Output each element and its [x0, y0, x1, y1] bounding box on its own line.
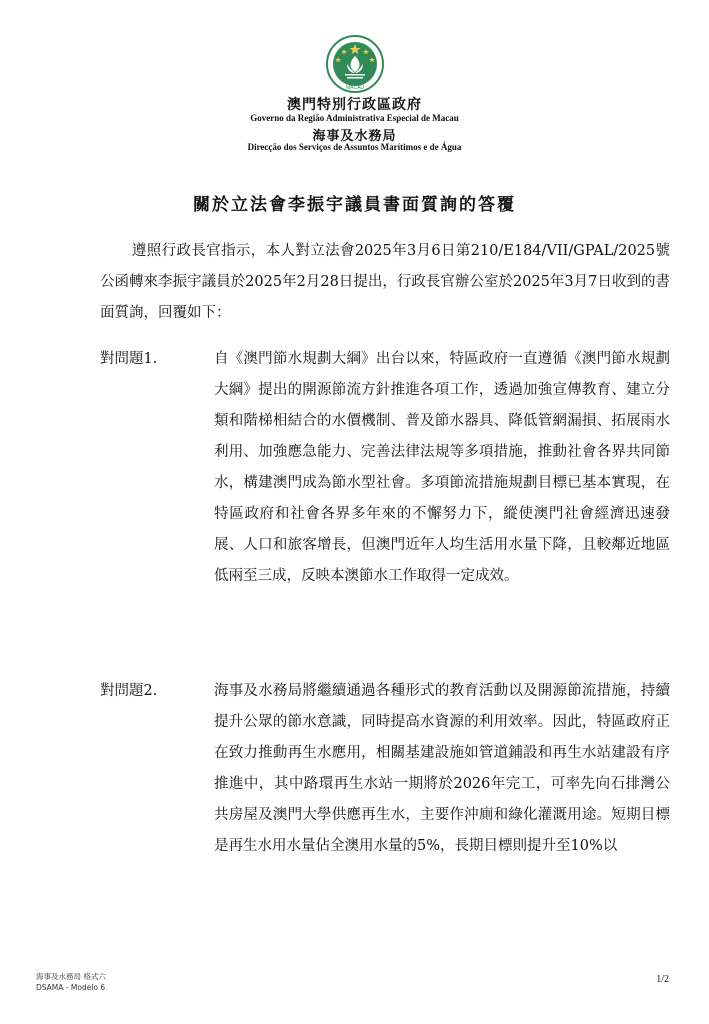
- org-name-chinese: 澳門特別行政區政府: [287, 97, 422, 113]
- intro-paragraph: 遵照行政長官指示，本人對立法會2025年3月6日第210/E184/VII/GPAL/2025號公函轉來李振宇議員於2025年2月28日提出，行政長官辦公室於2025年3月7日收到的書面質詢，回覆如下：: [100, 243, 670, 321]
- dept-name-chinese: 海事及水務局: [312, 129, 397, 144]
- footer-form-chinese: 海事及水務局 格式六: [36, 972, 106, 981]
- answer-label: 對問題1.: [100, 351, 158, 367]
- org-name-portuguese: Governo da Região Administrativa Especial de Macau: [250, 113, 459, 123]
- answer-text: 自《澳門節水規劃大綱》出台以來，特區政府一直遵循《澳門節水規劃大綱》提出的開源節流方針推進各項工作，透過加強宣傳教育、建立分類和階梯相結合的水價機制、普及節水器具、降低管網漏損、拓展雨水利用、加強應急能力、完善法律法規等多項措施，推動社會各界共同節水，構建澳門成為節水型社會。多項節流措施規劃目標已基本實現，在特區政府和社會各界多年來的不懈努力下，縱使澳門社會經濟迅速發展、人口和旅客增長，但澳門近年人均生活用水量下降，且較鄰近地區低兩至三成，反映本澳節水工作取得一定成效。: [214, 351, 670, 584]
- document-title: 關於立法會李振宇議員書面質詢的答覆: [193, 195, 516, 215]
- page-number: 1/2: [656, 974, 669, 985]
- footer-form-info: [36, 971, 106, 993]
- footer-form-code: DSAMA - Modelo 6: [36, 983, 106, 992]
- macau-emblem-icon: [325, 34, 385, 94]
- answer-text: 海事及水務局將繼續通過各種形式的教育活動以及開源節流措施，持續提升公眾的節水意識，同時提高水資源的利用效率。因此，特區政府正在致力推動再生水應用，相關基建設施如管道鋪設和再生水站建設有序推進中，其中路環再生水站一期將於2026年完工，可率先向石排灣公共房屋及澳門大學供應再生水，主要作沖廁和綠化灌溉用途。短期目標是再生水用水量佔全澳用水量的5%，長期目標則提升至10%以: [214, 683, 670, 854]
- answer-label: 對問題2.: [100, 683, 158, 699]
- dept-name-portuguese: Direcção dos Serviços de Assuntos Marítimos e de Água: [247, 142, 462, 152]
- emblem-label: MACAU: [345, 85, 365, 91]
